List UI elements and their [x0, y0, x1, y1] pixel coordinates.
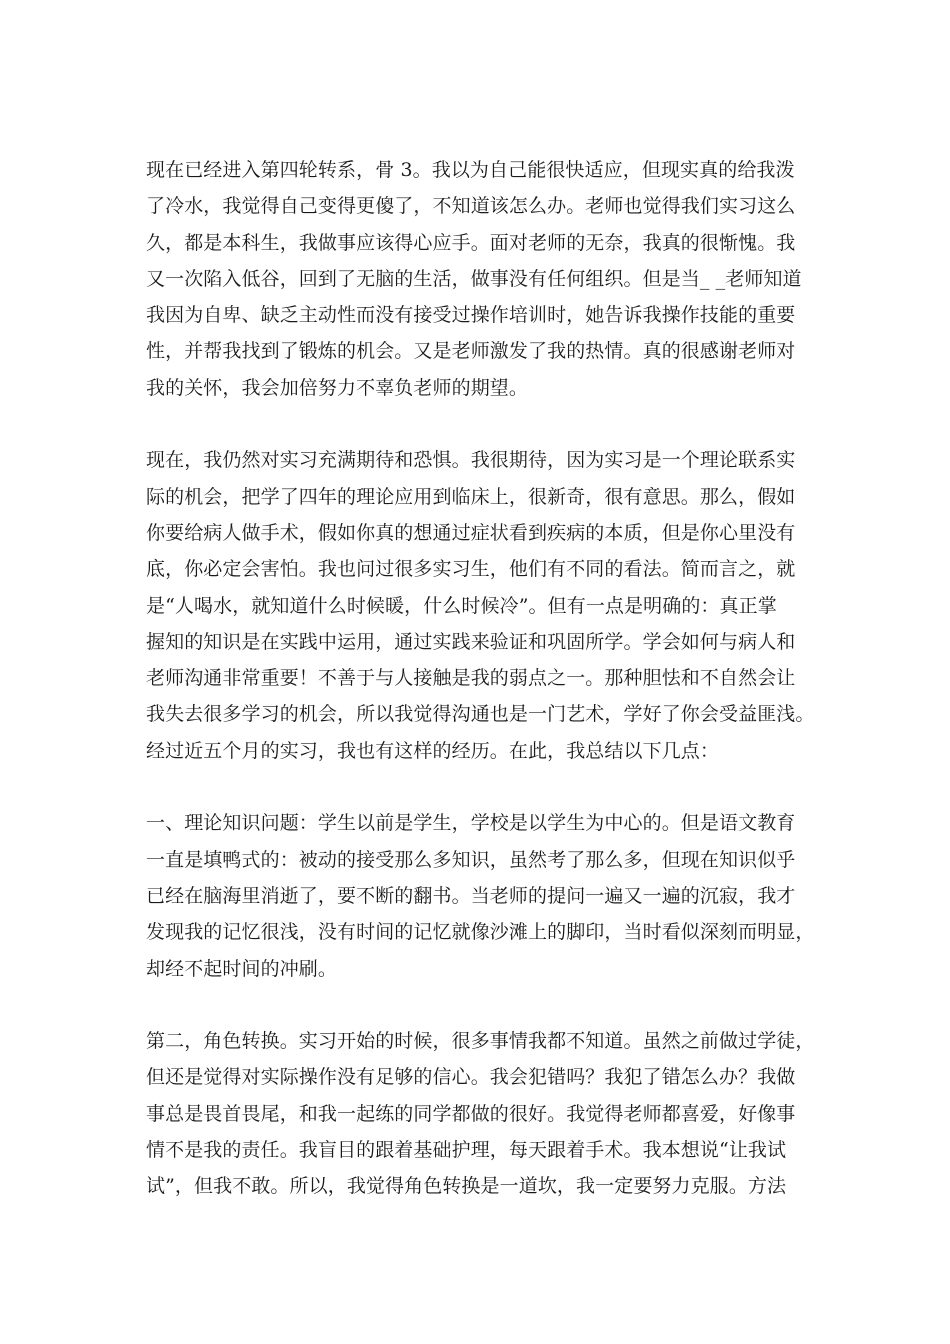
text-line: 性，并帮我找到了锻炼的机会。又是老师激发了我的热情。真的很感谢老师对: [146, 340, 796, 363]
text-line: 一、理论知识问题：学生以前是学生，学校是以学生为中心的。但是语文教育: [146, 812, 796, 835]
text-line: 情不是我的责任。我盲目的跟着基础护理，每天跟着手术。我本想说“让我试: [146, 1139, 787, 1162]
text-line: 握知的知识是在实践中运用，通过实践来验证和巩固所学。学会如何与病人和: [146, 630, 796, 653]
text-line: 却经不起时间的冲刷。: [146, 957, 338, 980]
text-line: 发现我的记忆很浅，没有时间的记忆就像沙滩上的脚印，当时看似深刻而明显，: [146, 921, 815, 944]
text-line: 了冷水，我觉得自己变得更傻了，不知道该怎么办。老师也觉得我们实习这么: [146, 195, 796, 218]
text-line: 久，都是本科生，我做事应该得心应手。面对老师的无奈，我真的很惭愧。我: [146, 231, 796, 254]
text-line: 我失去很多学习的机会，所以我觉得沟通也是一门艺术，学好了你会受益匪浅。: [146, 703, 815, 726]
text-line: 已经在脑海里消逝了，要不断的翻书。当老师的提问一遍又一遍的沉寂，我才: [146, 884, 796, 907]
text-line: 试”，但我不敢。所以，我觉得角色转换是一道坎，我一定要努力克服。方法: [146, 1175, 787, 1198]
paragraph-rotation: [146, 152, 806, 406]
text-line: 经过近五个月的实习，我也有这样的经历。在此，我总结以下几点：: [146, 739, 720, 762]
text-line: 你要给病人做手术，假如你真的想通过症状看到疾病的本质，但是你心里没有: [146, 521, 796, 544]
text-line: 事总是畏首畏尾，和我一起练的同学都做的很好。我觉得老师都喜爱，好像事: [146, 1102, 796, 1125]
text-line: 老师沟通非常重要！不善于与人接触是我的弱点之一。那种胆怯和不自然会让: [146, 667, 796, 690]
text-line: 一直是填鸭式的：被动的接受那么多知识，虽然考了那么多，但现在知识似乎: [146, 848, 796, 871]
text-line: 又一次陷入低谷，回到了无脑的生活，做事没有任何组织。但是当_ _老师知道: [146, 267, 802, 290]
text-line: 是“人喝水，就知道什么时候暖，什么时候冷”。但有一点是明确的：真正掌: [146, 594, 777, 617]
paragraph-theory-knowledge: [146, 805, 815, 986]
paragraph-role-change: [146, 1023, 815, 1204]
text-line: 我的关怀，我会加倍努力不辜负老师的期望。: [146, 376, 529, 399]
text-line: 我因为自卑、缺乏主动性而没有接受过操作培训时，她告诉我操作技能的重要: [146, 304, 796, 327]
text-line: 底，你必定会害怕。我也问过很多实习生，他们有不同的看法。简而言之，就: [146, 558, 796, 581]
paragraph-expectations: [146, 442, 815, 769]
document-body: [146, 152, 815, 1241]
text-line: 但还是觉得对实际操作没有足够的信心。我会犯错吗？我犯了错怎么办？我做: [146, 1066, 796, 1089]
text-line: 第二，角色转换。实习开始的时候，很多事情我都不知道。虽然之前做过学徒，: [146, 1030, 815, 1053]
text-line: 际的机会，把学了四年的理论应用到临床上，很新奇，很有意思。那么，假如: [146, 485, 796, 508]
text-line: 现在已经进入第四轮转系，骨 3。我以为自己能很快适应，但现实真的给我泼: [146, 159, 795, 181]
text-line: 现在，我仍然对实习充满期待和恐惧。我很期待，因为实习是一个理论联系实: [146, 449, 796, 472]
